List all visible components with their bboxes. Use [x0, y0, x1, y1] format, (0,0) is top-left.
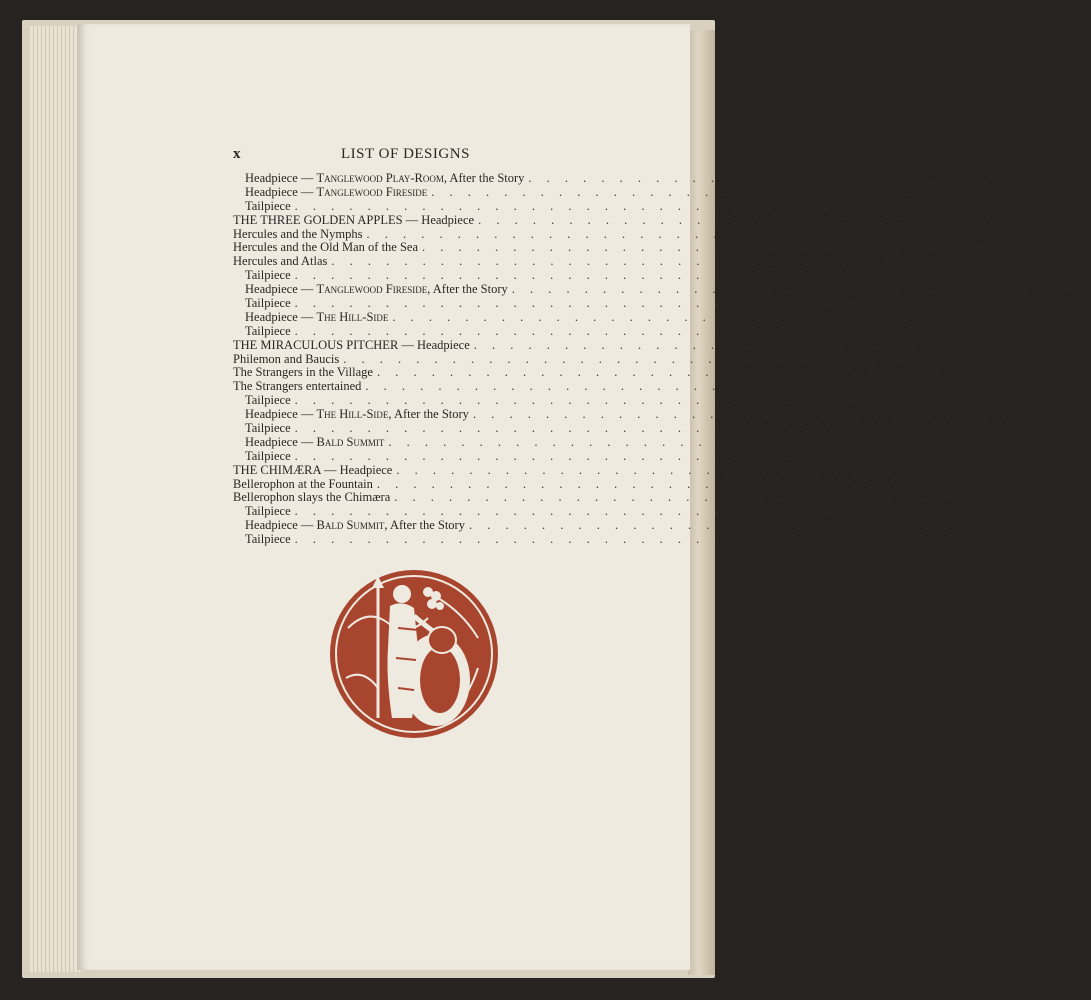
toc-entry	[233, 254, 894, 269]
entry-title-text: Tailpiece	[245, 198, 291, 213]
entry-page-number: 170	[1018, 409, 1036, 422]
leader-dots: . . . . . . . . . . . . . . . . . . . . . . . . . . . . . .	[376, 365, 916, 380]
entry-title	[245, 394, 291, 408]
leader-dots: . . . . . . . . . . . . . . . . . . . . . . . . . . . . . .	[294, 504, 833, 519]
toc-entry	[233, 365, 940, 380]
toc-entry	[233, 309, 955, 325]
leader-dots: . . . . . . . . . . . . . . . . . . . . . . . . . . . . . .	[294, 268, 833, 283]
entry-page-number: 171	[839, 423, 857, 436]
entry-title-smallcaps: Tanglewood Fireside,	[316, 282, 431, 297]
entry-page-number: 102	[976, 186, 994, 199]
leader-dots: . . . . . . . . . . . . . . . . . . . . . . . . . . . . . .	[431, 184, 970, 199]
leader-dots: . . . . . . . . . . . . . . . . . . . . . . . . . . . . . .	[294, 393, 833, 408]
entry-title	[245, 269, 291, 283]
entry-title	[245, 450, 291, 464]
entry-title-text: Bellerophon slays the Chimæra	[233, 490, 391, 505]
entry-title-text: Headpiece —	[245, 434, 317, 449]
entry-title-text: The Strangers entertained	[233, 379, 362, 394]
entry-title	[233, 241, 418, 255]
entry-title-text: Hercules and Atlas	[233, 254, 328, 269]
leader-dots: . . . . . . . . . . . . . . . . . . . . . . . . . . . . . .	[365, 379, 904, 394]
entry-title	[245, 311, 388, 325]
entry-title-text: Headpiece —	[245, 309, 317, 324]
leader-dots: . . . . . . . . . . . . . . . . . . . . . . . . . . . . . .	[294, 323, 833, 338]
page-header	[233, 146, 578, 166]
entry-page-number: 144	[1018, 339, 1037, 352]
toc-entry	[233, 323, 857, 339]
entry-title-text: Tailpiece	[245, 393, 291, 408]
toc-entry	[233, 171, 1091, 186]
entry-title	[233, 380, 361, 394]
leader-dots: . . . . . . . . . . . . . . . . . . . . . . . . . . . . . .	[473, 337, 1013, 352]
entry-title-text: Hercules and the Nymphs	[233, 226, 363, 241]
leader-dots: . . . . . . . . . . . . . . . . . . . . . . . . . . . . . .	[478, 212, 1017, 227]
entry-title-smallcaps: The Hill-Side	[316, 309, 389, 324]
toc-entry	[233, 421, 857, 436]
entry-title	[245, 283, 508, 297]
entry-page-number: 139	[839, 298, 857, 311]
entry-title	[245, 408, 469, 422]
toc-entry	[233, 198, 857, 214]
entry-title-smallcaps: Bald Summit,	[316, 518, 388, 533]
toc-entry	[233, 532, 857, 547]
entry-title-suffix: After the Story	[447, 171, 525, 185]
entry-title-text: Tailpiece	[245, 296, 291, 311]
toc-entry	[233, 212, 1041, 228]
entry-title-text: Headpiece —	[245, 518, 317, 533]
leader-dots: . . . . . . . . . . . . . . . . . . . . . . . . . . . . . .	[294, 532, 833, 547]
toc-entry	[233, 184, 994, 200]
leader-dots: . . . . . . . . . . . . . . . . . . . . . . . . . . . . . .	[468, 518, 1008, 533]
leader-dots: . . . . . . . . . . . . . . . . . . . . . . . . . . . . . .	[388, 434, 927, 449]
entry-title	[233, 214, 474, 228]
entry-title	[245, 172, 524, 186]
entry-page-number: 135	[839, 270, 857, 283]
entry-title-text: Tailpiece	[245, 504, 291, 519]
entry-page-number: 136	[1056, 284, 1075, 297]
toc-entry	[233, 393, 857, 408]
entry-title-text: THE THREE GOLDEN APPLES — Headpiece	[233, 212, 475, 227]
entry-page-number: 175	[839, 450, 857, 463]
entry-title	[233, 339, 470, 353]
entry-title-text: Tailpiece	[245, 268, 291, 283]
entry-title-text: Headpiece —	[245, 171, 317, 185]
entry-page-number: 200	[939, 492, 957, 505]
toc-entry	[233, 379, 928, 394]
toc-entry	[233, 476, 940, 492]
leader-dots: . . . . . . . . . . . . . . . . . . . . . . . . . . . . . .	[343, 351, 882, 366]
entry-title-suffix: After the Story	[387, 518, 465, 533]
leader-dots: . . . . . . . . . . . . . . . . . . . . . . . . . . . . . .	[422, 240, 961, 255]
entry-title-text: The Strangers in the Village	[233, 365, 373, 380]
toc-entry	[233, 490, 957, 505]
running-title: LIST OF DESIGNS	[341, 146, 470, 162]
entry-title	[245, 533, 291, 547]
entry-title-text: Tailpiece	[245, 323, 291, 338]
decorative-initial-o-emblem	[328, 568, 500, 740]
entry-title-text: Philemon and Baucis	[233, 351, 340, 366]
page-number: x	[233, 146, 241, 162]
entry-page-number: 140	[937, 311, 955, 324]
entry-title	[245, 505, 291, 519]
entry-title	[233, 464, 392, 478]
toc-entry	[233, 462, 959, 478]
entry-title	[245, 422, 291, 436]
list-of-designs	[233, 171, 1091, 547]
entry-page-number: 205	[839, 506, 857, 519]
entry-page-number: 126	[876, 256, 894, 269]
entry-title-text: Headpiece —	[245, 407, 317, 422]
leader-dots: . . . . . . . . . . . . . . . . . . . . . . . . . . . . . .	[396, 462, 935, 477]
entry-title-smallcaps: Tanglewood Fireside	[316, 184, 428, 199]
entry-title-text: Hercules and the Old Man of the Sea	[233, 240, 419, 255]
toc-entry	[233, 518, 1032, 533]
entry-title	[233, 228, 362, 242]
leader-dots: . . . . . . . . . . . . . . . . . . . . . . . . . . . . . .	[294, 448, 833, 463]
entry-title	[245, 436, 384, 450]
entry-title-smallcaps: Bald Summit	[316, 434, 385, 449]
toc-entry	[233, 337, 1037, 353]
entry-page-number: 109	[1023, 214, 1041, 227]
entry-page-number: 112	[912, 228, 929, 241]
entry-title-suffix: After the Story	[391, 407, 469, 422]
page-stack-edge	[30, 26, 82, 972]
entry-title-text: Tailpiece	[245, 532, 291, 547]
entry-title	[245, 186, 427, 200]
entry-page-number: 100	[1073, 173, 1091, 185]
toc-entry	[233, 407, 1036, 422]
entry-title-text: Bellerophon at the Fountain	[233, 476, 373, 491]
toc-entry	[233, 351, 906, 367]
entry-title-smallcaps: Tanglewood Play-Room,	[316, 171, 447, 185]
entry-title	[245, 519, 465, 533]
leader-dots: . . . . . . . . . . . . . . . . . . . . . . . . . . . . . .	[394, 490, 933, 505]
entry-title-text: Tailpiece	[245, 421, 291, 436]
entry-title-suffix: After the Story	[430, 282, 508, 297]
entry-title-smallcaps: The Hill-Side,	[316, 407, 392, 422]
toc-entry	[233, 504, 857, 519]
leader-dots: . . . . . . . . . . . . . . . . . . . . . . . . . . . . . .	[294, 198, 833, 213]
toc-entry	[233, 282, 1075, 297]
leader-dots: . . . . . . . . . . . . . . . . . . . . . . . . . . . . . .	[294, 421, 833, 436]
entry-title	[245, 325, 291, 339]
entry-page-number: 180	[922, 478, 940, 491]
toc-entry	[233, 448, 857, 464]
entry-title	[233, 491, 390, 505]
entry-title-text: THE CHIMÆRA — Headpiece	[233, 462, 393, 477]
toc-entry	[233, 226, 929, 242]
entry-page-number: 144	[888, 353, 906, 366]
leader-dots: . . . . . . . . . . . . . . . . . . . . . . . . . . . . . .	[366, 226, 905, 241]
leader-dots: . . . . . . . . . . . . . . . . . . . . . . . . . . . . . .	[392, 309, 931, 324]
entry-page-number: 172	[933, 436, 951, 449]
leader-dots: . . . . . . . . . . . . . . . . . . . . . . . . . . . . . .	[511, 282, 1051, 297]
toc-entry	[233, 268, 857, 283]
leader-dots: . . . . . . . . . . . . . . . . . . . . . . . . . . . . . .	[528, 171, 1067, 185]
entry-page-number: 148	[922, 367, 940, 380]
entry-title-text: Tailpiece	[245, 448, 291, 463]
leader-dots: . . . . . . . . . . . . . . . . . . . . . . . . . . . . . .	[376, 476, 916, 491]
toc-entry	[233, 240, 985, 255]
entry-page-number: 206	[1014, 520, 1032, 533]
toc-entry	[233, 296, 857, 311]
leader-dots: . . . . . . . . . . . . . . . . . . . . . . . . . . . . . .	[472, 407, 1012, 422]
entry-title	[233, 353, 339, 367]
entry-title-text: Headpiece —	[245, 184, 317, 199]
entry-title	[245, 200, 291, 214]
leader-dots: . . . . . . . . . . . . . . . . . . . . . . . . . . . . . .	[331, 254, 870, 269]
entry-title	[245, 297, 291, 311]
leader-dots: . . . . . . . . . . . . . . . . . . . . . . . . . . . . . .	[294, 296, 833, 311]
entry-page-number: 158	[910, 381, 928, 394]
toc-entry	[233, 434, 951, 450]
entry-title	[233, 255, 327, 269]
entry-title	[233, 366, 373, 380]
entry-page-number: 120	[967, 242, 985, 255]
entry-page-number: 210	[839, 534, 857, 547]
entry-title	[233, 478, 373, 492]
entry-page-number: 176	[941, 464, 959, 477]
entry-title-text: THE MIRACULOUS PITCHER — Headpiece	[233, 337, 470, 352]
entry-page-number: 108	[839, 200, 857, 213]
entry-page-number: 169	[839, 395, 857, 408]
entry-page-number: 143	[839, 325, 857, 338]
entry-title-text: Headpiece —	[245, 282, 317, 297]
